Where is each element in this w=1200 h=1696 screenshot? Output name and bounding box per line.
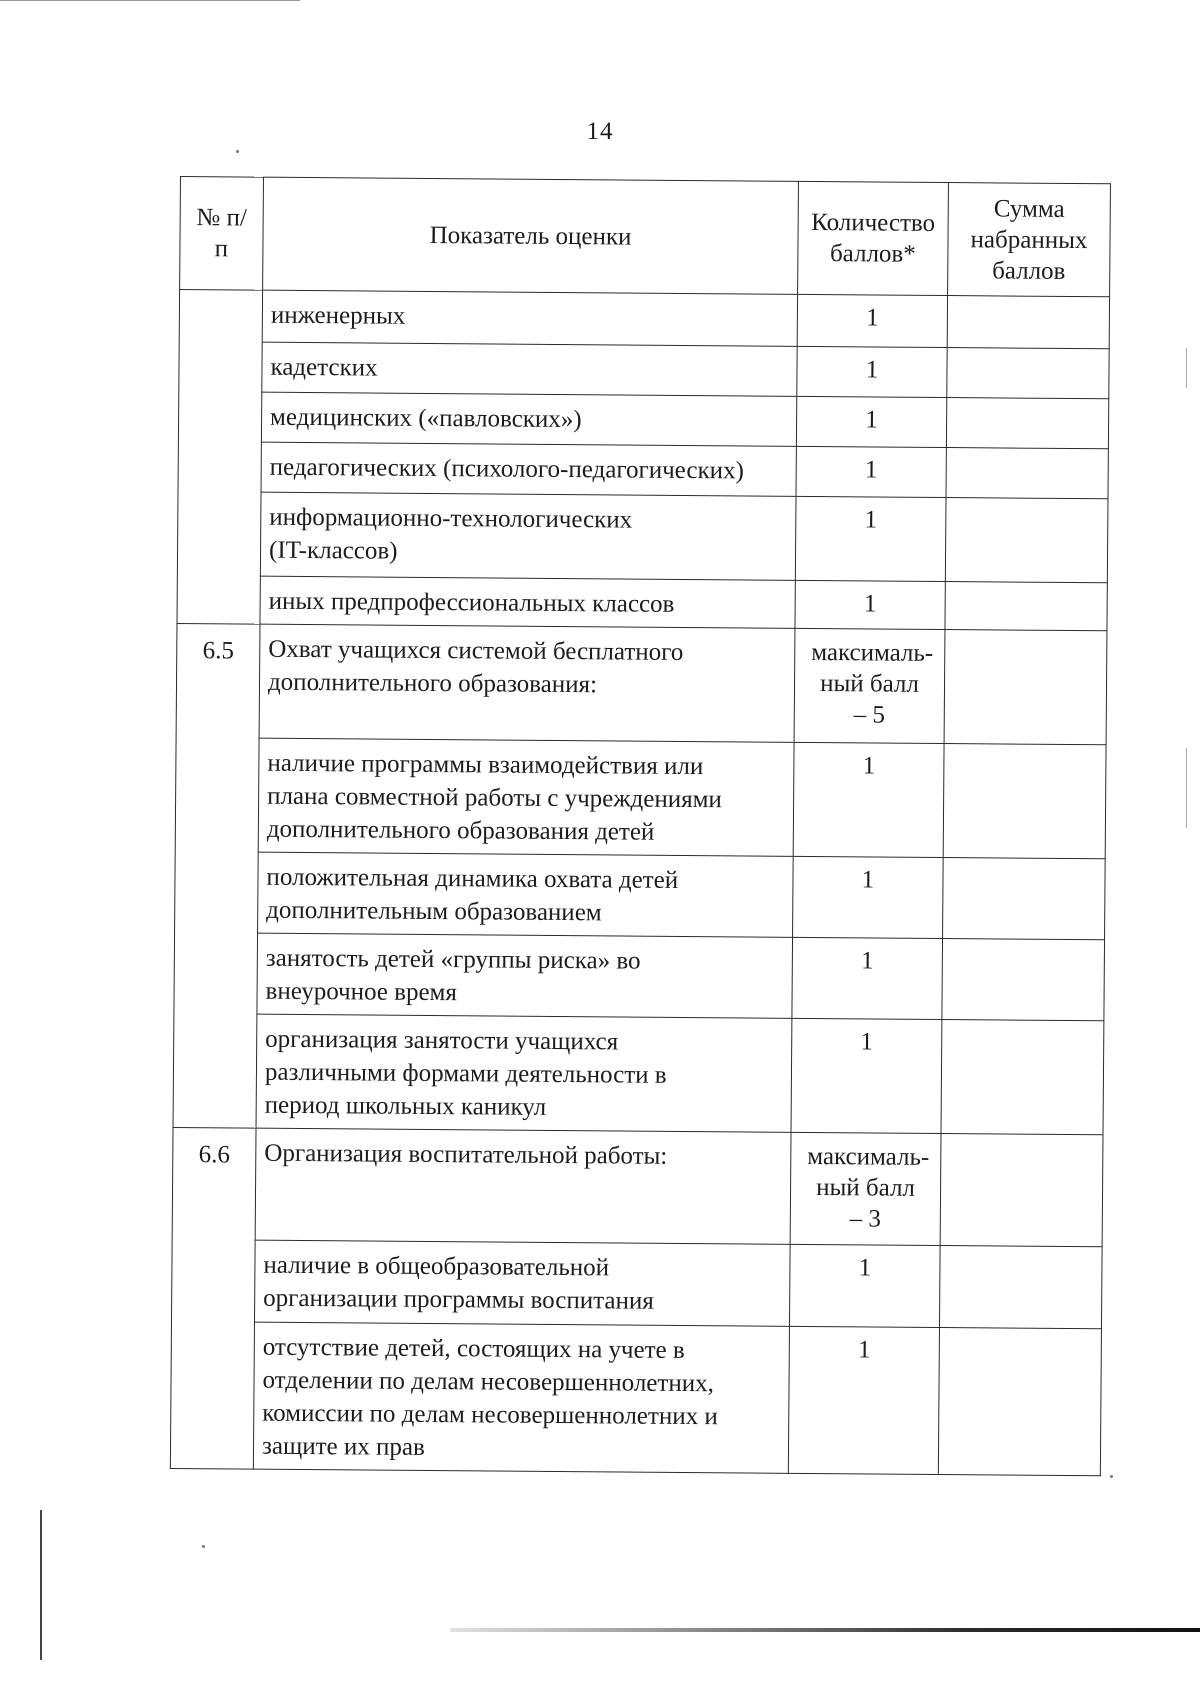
page-number: 14 bbox=[586, 118, 614, 145]
row-indicator: Организация воспитательной работы: bbox=[255, 1128, 791, 1244]
scan-speck bbox=[236, 150, 239, 153]
row-points: 1 bbox=[788, 1326, 939, 1474]
table-row bbox=[172, 1127, 1103, 1246]
table-row bbox=[177, 575, 1107, 630]
table-row bbox=[176, 623, 1107, 744]
row-indicator: информационно-технологических (IT-классов) bbox=[260, 492, 796, 580]
row-number bbox=[177, 290, 263, 625]
header-sum: Сумма набранных баллов bbox=[948, 183, 1111, 297]
table-body bbox=[170, 290, 1109, 1476]
scan-edge-top bbox=[0, 0, 300, 1]
row-sum bbox=[944, 630, 1107, 745]
row-points: 1 bbox=[796, 446, 946, 497]
scan-speck bbox=[202, 1545, 205, 1548]
row-sum bbox=[943, 744, 1106, 859]
row-points: 1 bbox=[793, 742, 944, 857]
scan-edge-left bbox=[40, 1510, 42, 1660]
row-points: 1 bbox=[796, 396, 946, 447]
row-sum bbox=[945, 582, 1107, 631]
table-row bbox=[170, 1321, 1101, 1475]
row-sum bbox=[947, 296, 1109, 349]
row-indicator: Охват учащихся системой бесплатного дополнительного образования: bbox=[259, 624, 795, 742]
row-points: 1 bbox=[792, 937, 943, 1019]
row-points: 1 bbox=[797, 294, 947, 347]
scan-speck bbox=[1110, 1475, 1113, 1478]
row-points: 1 bbox=[791, 1018, 942, 1133]
row-sum bbox=[945, 498, 1108, 583]
table-row bbox=[175, 851, 1106, 939]
row-sum bbox=[947, 348, 1109, 399]
row-points: 1 bbox=[795, 580, 945, 629]
row-sum bbox=[946, 398, 1108, 449]
table-row bbox=[172, 1239, 1103, 1328]
table-row bbox=[179, 290, 1109, 349]
table-row bbox=[177, 491, 1108, 582]
row-sum bbox=[940, 1134, 1103, 1247]
evaluation-table-wrapper bbox=[170, 176, 1110, 1476]
scan-edge-right-1 bbox=[1186, 348, 1187, 388]
row-sum bbox=[941, 1020, 1104, 1135]
row-indicator: наличие программы взаимодействия или плана совместной работы с учреждениями дополнительного образования детей bbox=[258, 738, 794, 856]
row-indicator: кадетских bbox=[262, 342, 797, 396]
row-points: 1 bbox=[789, 1244, 940, 1327]
row-indicator: положительная динамика охвата детей дополнительным образованием bbox=[258, 852, 794, 937]
row-number: 6.5 bbox=[173, 623, 260, 1128]
table-row bbox=[178, 441, 1108, 498]
row-indicator: организация занятости учащихся различными формами деятельности в период школьных каникул bbox=[256, 1014, 792, 1132]
row-points: 1 bbox=[797, 346, 947, 397]
row-indicator: иных предпрофессиональных классов bbox=[260, 576, 795, 628]
row-indicator: отсутствие детей, состоящих на учете в отделении по делам несовершеннолетних, комиссии по делам несовершеннолетних и защите их прав bbox=[253, 1322, 789, 1473]
row-number: 6.6 bbox=[170, 1127, 256, 1469]
header-row bbox=[180, 177, 1111, 297]
row-indicator: педагогических (психолого-педагогических) bbox=[261, 442, 796, 496]
table-row bbox=[175, 737, 1106, 858]
row-sum bbox=[938, 1328, 1101, 1476]
table-header bbox=[180, 177, 1111, 297]
row-sum bbox=[942, 939, 1105, 1021]
row-indicator: занятость детей «группы риска» во внеурочное время bbox=[257, 933, 793, 1018]
row-points: 1 bbox=[795, 496, 946, 581]
evaluation-table bbox=[170, 176, 1111, 1476]
row-points: максималь-ный балл – 3 bbox=[790, 1132, 941, 1245]
scan-edge-right-2 bbox=[1186, 748, 1187, 828]
row-sum bbox=[939, 1246, 1102, 1329]
header-points: Количество баллов* bbox=[798, 181, 949, 295]
table-row bbox=[179, 341, 1109, 398]
scan-edge-bottom bbox=[450, 1628, 1200, 1632]
row-indicator: медицинских («павловских») bbox=[261, 392, 796, 446]
row-points: 1 bbox=[793, 856, 944, 938]
table-row bbox=[174, 932, 1105, 1020]
header-number: № п/п bbox=[180, 177, 264, 291]
row-sum bbox=[946, 448, 1108, 499]
table-row bbox=[178, 391, 1108, 448]
row-indicator: наличие в общеобразовательной организации программы воспитания bbox=[255, 1240, 791, 1326]
row-sum bbox=[943, 858, 1106, 940]
header-indicator: Показатель оценки bbox=[263, 177, 799, 294]
row-indicator: инженерных bbox=[262, 290, 797, 346]
table-row bbox=[173, 1013, 1104, 1134]
row-points: максималь-ный балл – 5 bbox=[794, 628, 945, 743]
